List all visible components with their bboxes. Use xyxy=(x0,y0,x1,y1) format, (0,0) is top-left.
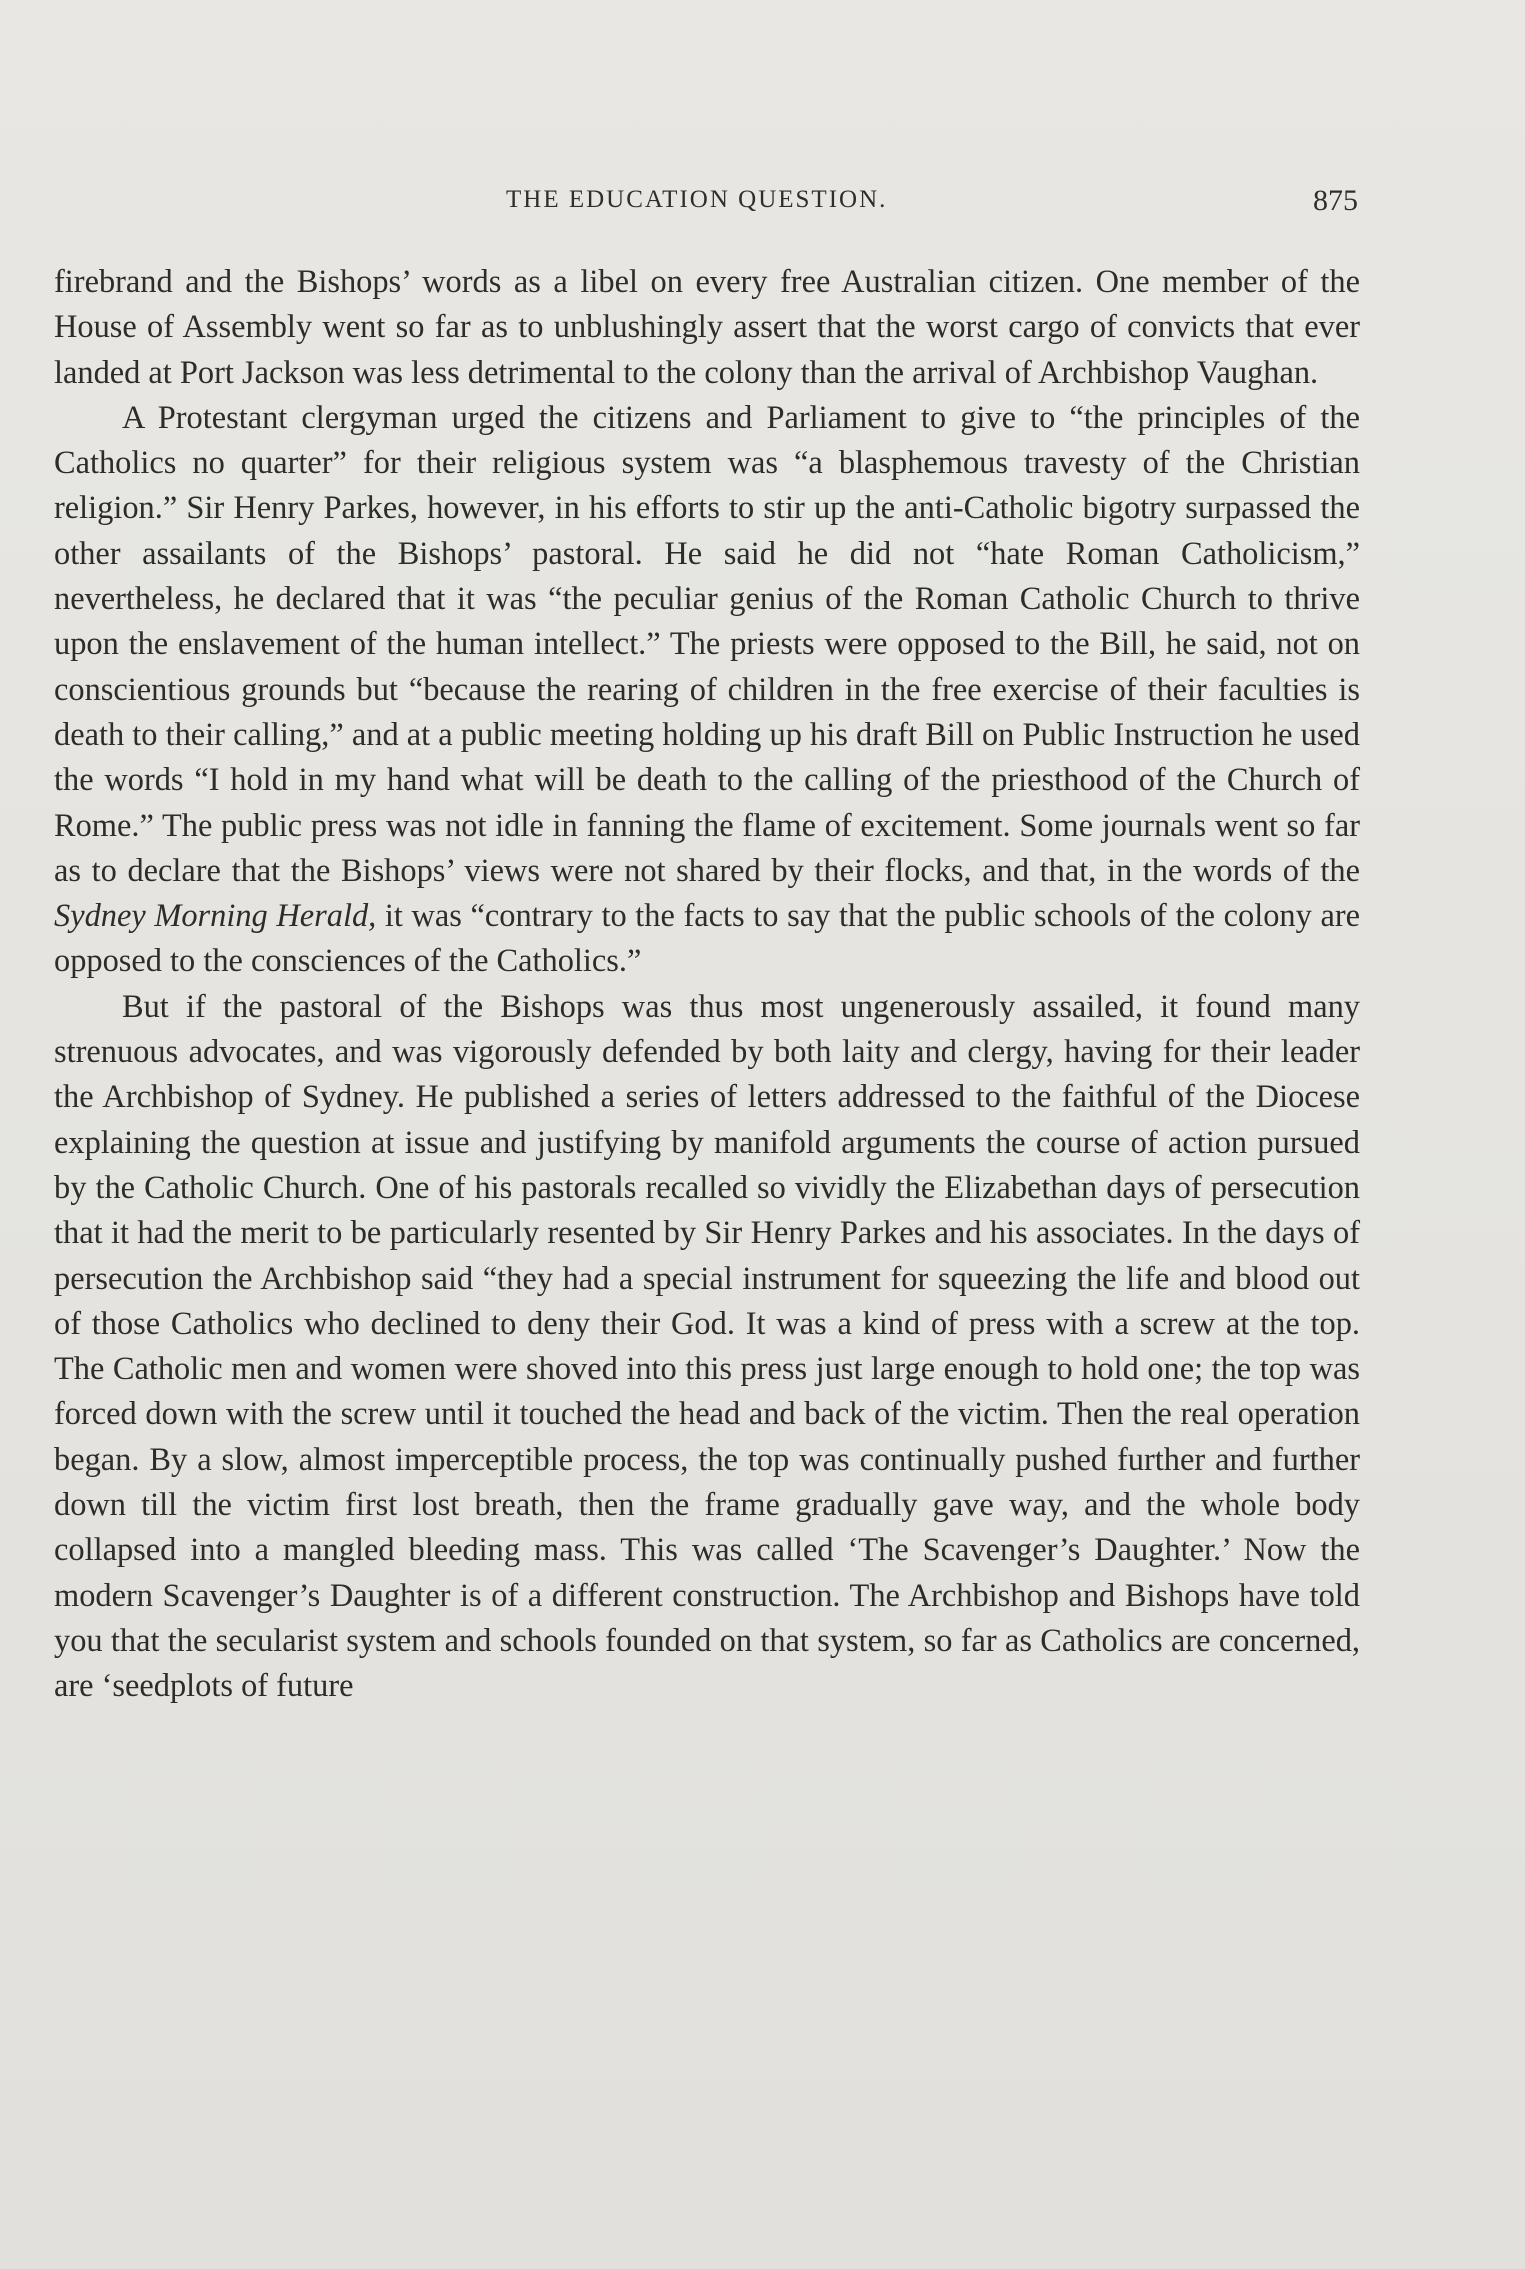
running-head: THE EDUCATION QUESTION. xyxy=(506,186,888,213)
page-number: 875 xyxy=(1313,184,1358,217)
paragraph-3 xyxy=(54,985,1360,1710)
paragraph-1 xyxy=(54,260,1360,396)
paragraph-1-text: firebrand and the Bishops’ words as a libel on every free Australian citizen. One member of the House of Assembly went so far as to unblushingly assert that the worst cargo of convicts that ever landed at Port Jackson was less detrimental to the colony than the arrival of Archbishop Vaughan. xyxy=(54,264,1360,391)
paragraph-3-text: But if the pastoral of the Bishops was thus most ungenerously assailed, it found many strenuous advocates, and was vigorously defended by both laity and clergy, having for their leader the Archbishop of Sydney. He published a series of letters addressed to the faithful of the Diocese explaining the question at issue and justifying by manifold arguments the course of action pursued by the Catholic Church. One of his pastorals recalled so vividly the Elizabethan days of persecution that it had the merit to be particularly resented by Sir Henry Parkes and his associates. In the days of persecution the Archbishop said “they had a special instrument for squeezing the life and blood out of those Catholics who declined to deny their God. It was a kind of press with a screw at the top. The Catholic men and women were shoved into this press just large enough to hold one; the top was forced down with the screw until it touched the head and back of the victim. Then the real operation began. By a slow, almost imperceptible process, the top was continually pushed further and further down till the victim first lost breath, then the frame gradually gave way, and the whole body collapsed into a mangled bleeding mass. This was called ‘The Scavenger’s Daughter.’ Now the modern Scavenger’s Daughter is of a different construction. The Archbishop and Bishops have told you that the secularist system and schools founded on that system, so far as Catholics are concerned, are ‘seedplots of future xyxy=(54,988,1360,1705)
body-text xyxy=(54,260,1360,1710)
newspaper-title: Sydney Morning Herald, xyxy=(54,898,377,935)
paragraph-2-text-after: it was “contrary to the facts to say that the public schools of the colony are opposed to the consciences of the Catholics.” xyxy=(54,898,1360,980)
paragraph-2 xyxy=(54,396,1360,985)
paragraph-2-text: A Protestant clergyman urged the citizens and Parliament to give to “the principles of the Catholics no quarter” for their religious system was “a blasphemous travesty of the Christian religion.” Sir Henry Parkes, however, in his efforts to stir up the anti-Catholic bigotry surpassed the other assailants of the Bishops’ pastoral. He said he did not “hate Roman Catholicism,” nevertheless, he declared that it was “the peculiar genius of the Roman Catholic Church to thrive upon the enslavement of the human intellect.” The priests were opposed to the Bill, he said, not on conscientious grounds but “because the rearing of children in the free exercise of their faculties is death to their calling,” and at a public meeting holding up his draft Bill on Public Instruction he used the words “I hold in my hand what will be death to the calling of the priesthood of the Church of Rome.” The public press was not idle in fanning the flame of excitement. Some journals went so far as to declare that the Bishops’ views were not shared by their flocks, and that, in the words of the xyxy=(54,399,1360,889)
